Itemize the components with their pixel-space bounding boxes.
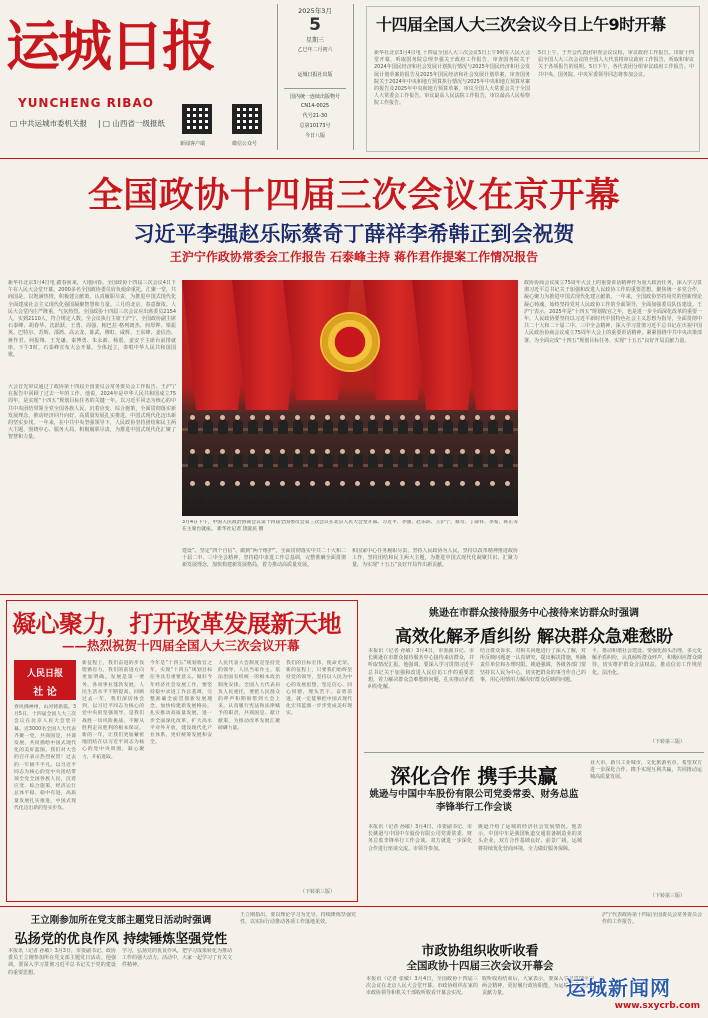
main-col-1: 新华社北京3月4日电 踏春而来，大地回春。全国政协十四届三次会议4日下午在人民大会堂开幕。2000多名全国政协委员肩负使命重托，汇聚一堂，共商国是，以饱满热情，积极建言献策，认真履职尽责，为推进中国式现代化全面建成社会主义现代化强国凝聚智慧和力量。三月的北京，春意渐浓。人民大会堂内庄严隆重，气氛热烈。全国政协十四届三次会议应出席委员2154人，实到2110人，符合规定人数。全会议执行主席王沪宁、全国政协副主席石泰峰、胡春华、沈跃跃、王勇、周强、帕巴拉·格列朗杰、何厚铧、梁振英、巴特尔、苏辉、邵鸿、高云龙、陈武、穆虹、咸辉、王东峰、姜信治、蒋作君、何报翔、王光谦、秦博勇、朱永新、杨震、姜安于主席台前排就座。下午3时，石泰峰宣布大会开幕。全体起立，奏唱中华人民共和国国歌。 xyxy=(8,280,176,359)
story-1-col-3: 平，推动和谐社会建设。要强化源头治理，多元化解矛盾纠纷，认真倾听群众呼声，积极回应群众期待，切实维护群众合法权益，推动信访工作规范化、法治化。 xyxy=(592,648,702,676)
delegate-figure xyxy=(308,486,318,500)
delegate-figure xyxy=(248,454,258,468)
delegate-figure xyxy=(413,486,423,500)
masthead-tag-1: □ 中共运城市委机关报 xyxy=(10,119,87,128)
delegate-figure xyxy=(413,454,423,468)
main-bottom-2: 和国家中心任务履职尽责，坚持人民政协为人民，坚持以改革精神推进政协工作，坚持团结和民主两大主题，为推进中国式现代化凝聚共识、汇聚力量，为实现“十五五”良好开局作出新贡献。 xyxy=(352,548,518,569)
top-story-body-right: 5日上午，于开会代表团审查会议议程，审议政府工作报告。出席十四届全国人大三次会议的全国人大代表将审议政府工作报告，听取和审议关于各项报告的说明。5日下午，各代表团分组审议政府工作报告。中共中央、国务院、中央军委领导同志将参加会议。 xyxy=(538,50,694,78)
story-4-subheadline: 全国政协十四届三次会议开幕会 xyxy=(406,960,554,972)
editorial-col-4: 人民代表大会制度是坚持党的领导、人民当家作主、依法治国有机统一的根本政治制度安排。全国人大代表肩负人民重托，要把人民群众的呼声和期盼带到大会上来，认真履行宪法和法律赋予的职责，共商国是、献计献策，为推动改革发展汇聚磅礴力量。 xyxy=(218,661,280,731)
masthead-tag-2: | □ 山西省一级报纸 xyxy=(98,119,165,128)
issue-code: 代号21-30 xyxy=(302,113,328,119)
delegate-figure xyxy=(248,486,258,500)
delegate-figure xyxy=(473,454,483,468)
story-3-col-1: 本报讯（记者 孙敏）3月3日，市委副书记、政协委员王立刚参加所在党支部主题党日活动。他强调，要深入学习贯彻习近平总书记关于党的建设的重要思想。 xyxy=(8,948,116,976)
delegate-figure xyxy=(263,486,273,500)
story-2-continued[interactable]: （下转第三版） xyxy=(650,893,686,899)
qr-code-app[interactable] xyxy=(182,104,212,134)
delegate-figure xyxy=(293,486,303,500)
delegate-figure xyxy=(323,454,333,468)
delegate-figure xyxy=(218,454,228,468)
delegate-figure xyxy=(233,486,243,500)
delegate-figure xyxy=(458,420,468,434)
cn-label: 国内统一连续出版物号 xyxy=(289,94,340,100)
delegate-figure xyxy=(398,486,408,500)
delegate-figure xyxy=(428,420,438,434)
delegate-figure xyxy=(428,486,438,500)
delegate-figure xyxy=(443,420,453,434)
story-2-col-1: 本报讯（记者 孙敏）3月4日，市委副书记、市长姚逊与中国中车股份有限公司党委常委、财务总监李锋举行工作会谈。双方就进一步深化合作进行座谈交流。市领导参加。 xyxy=(368,824,472,852)
delegate-figure xyxy=(488,486,498,500)
delegate-figure xyxy=(203,486,213,500)
main-col-3: 政协协商会议成立75周年大会上的重要讲话精神作为重大政治任务，深入学习贯彻习近平总书记关于加强和改进人民政协工作的重要思想，聚焦统一多党合作，凝心聚力为推进中国式现代化建言献策。一年来，全国政协坚持用党的创新理论凝心铸魂，始终坚持党对人民政协工作的全面领导，全面加强委员队伍建设。王沪宁表示，2025年是“十四五”规划收官之年，也是进一步全面深化改革的重要一年。人民政协要坚持以习近平新时代中国特色社会主义思想为指导，全面贯彻中共二十大和二十届二中、三中全会精神，深入学习贯彻习近平总书记在庆祝中国人民政治协商会议成立75周年大会上的重要讲话精神，紧紧围绕中共中央决策部署，为全面完成“十四五”规划目标任务、实现“十五五”良好开局贡献力量。 xyxy=(524,280,702,344)
photo-caption: 3月4日下午，中国人民政治协商会议第十四届全国委员会第三次会议在北京人民大会堂开幕。习近平、李强、赵乐际、王沪宁、蔡奇、丁薛祥、李希、韩正等在主席台就座。 新华社记者 饶爱民 摄 xyxy=(182,520,518,532)
delegate-figure xyxy=(413,420,423,434)
editorial-badge-bottom: 社 论 xyxy=(33,687,57,698)
main-bottom-1: 建设”、坚定“四个自信”、做到“两个维护”，全面贯彻落实中共二十大和二十届二中、三中全会精神，坚持稳中求进工作总基调，完整准确全面贯彻新发展理念，加快构建新发展格局，着力推动高质量发展。 xyxy=(182,548,346,569)
date-block xyxy=(280,6,350,139)
cppcc-emblem xyxy=(320,312,380,372)
story-3-col-2: 学习，弘扬党的优良作风，把学习成果转化为推动工作的强大动力。活动中，大家一起学习了有关文件精神。 xyxy=(122,948,232,969)
publisher: 运城日报社出版 xyxy=(297,72,333,78)
story-1-col-1: 本报讯（记者 孙敏）3月4日，市委副书记、市长姚逊在市群众接待服务中心接待来访群众，并听取情况汇报。他强调，要深入学习贯彻习近平总书记关于加强和改进人民信访工作的重要思想，着力解决群众急难愁盼问题，扎实推动矛盾纠纷化解。 xyxy=(368,648,474,691)
editorial-col-5: 我们的目标宏伟，使命光荣。新的征程上，只要我们始终坚持党的领导，坚持以人民为中心的发展思想，坚定信心、同心同德，埋头苦干、奋勇前进，就一定能够把中国式现代化宏伟蓝图一步步变成美好现实。 xyxy=(286,661,352,717)
delegate-figure xyxy=(263,420,273,434)
delegate-figure xyxy=(203,420,213,434)
delegate-figure xyxy=(278,454,288,468)
delegate-figure xyxy=(353,454,363,468)
page-count: 今日八版 xyxy=(304,133,325,139)
delegate-figure xyxy=(353,486,363,500)
main-photo[interactable] xyxy=(182,280,518,516)
delegate-figure xyxy=(458,454,468,468)
delegate-figure xyxy=(278,486,288,500)
main-subline: 王沪宁作政协常委会工作报告 石泰峰主持 蒋作君作提案工作情况报告 xyxy=(169,250,539,264)
qr-code-wechat[interactable] xyxy=(232,104,262,134)
story-2-col-2: 姚逊介绍了运城的经济社会发展情况。他表示，中国中车是我国轨道交通装备制造业的龙头企业，双方合作基础良好、前景广阔。运城将持续优化营商环境，全力做好服务保障。 xyxy=(478,824,582,852)
delegate-figure xyxy=(338,420,348,434)
story-1-continued[interactable]: （下转第三版） xyxy=(650,739,686,745)
delegate-figure xyxy=(248,420,258,434)
delegate-figure xyxy=(308,454,318,468)
delegate-figure xyxy=(383,420,393,434)
delegate-figure xyxy=(443,454,453,468)
top-story-headline[interactable]: 十四届全国人大三次会议今日上午9时开幕 xyxy=(376,15,666,34)
delegate-figure xyxy=(368,420,378,434)
delegate-figure xyxy=(458,486,468,500)
delegate-figure xyxy=(353,420,363,434)
story-4-headline[interactable]: 市政协组织收听收看 xyxy=(421,944,539,959)
delegate-figure xyxy=(323,486,333,500)
delegate-figure xyxy=(308,420,318,434)
main-subheadline: 习近平李强赵乐际蔡奇丁薛祥李希韩正到会祝贺 xyxy=(133,222,575,246)
editorial-badge-top: 人民日报 xyxy=(26,669,63,679)
story-2-subheadline: 姚逊与中国中车股份有限公司党委常委、财务总监李锋举行工作会谈 xyxy=(369,789,579,813)
photo-credit: 新华社记者 饶爱民 摄 xyxy=(217,526,264,532)
main-col-2: 大会首先审议通过了政协第十四届全国委员会常务委员会工作报告。王沪宁在报告中回顾了过去一年的工作。他说，2024年是中华人民共和国成立75周年，是实现“十四五”规划目标任务的关键一年。以习近平同志为核心的中共中央团结带领全党全国各族人民，沉着应变、综合施策，全面贯彻落实新发展理念，推动经济回升向好，高质量发展扎实推进，中国式现代化迈出新的坚实步伐。一年来，在中共中央坚强领导下，人民政协坚持团结和民主两大主题，围绕中心、服务大局，积极履职尽责，为推进中国式现代化汇聚了智慧和力量。 xyxy=(8,384,176,441)
editorial-col-3: 今年是“十四五”规划收官之年，实现“十四五”规划目标任务具有重要意义。做好今年经济社会发展工作，要坚持稳中求进工作总基调，完整准确全面贯彻新发展理念，加快构建新发展格局，扎实推动高质量发展，进一步全面深化改革，扩大高水平对外开放，建设现代化产业体系，更好统筹发展和安全。 xyxy=(150,661,212,746)
delegate-figure xyxy=(398,454,408,468)
delegate-figure xyxy=(188,420,198,434)
story-4-col-3: 沪宁代表政协第十四届全国委员会常务委员会作的工作报告。 xyxy=(602,912,702,926)
delegate-figure xyxy=(263,454,273,468)
delegate-figure xyxy=(383,454,393,468)
date-lunar: 乙巳年二月初六 xyxy=(297,47,333,53)
main-headline[interactable]: 全国政协十四届三次会议在京开幕 xyxy=(87,176,621,216)
story-1-headline[interactable]: 高效化解矛盾纠纷 解决群众急难愁盼 xyxy=(395,627,673,647)
delegate-figure xyxy=(443,486,453,500)
story-4-col-1: 本报讯（记者 张敏）3月4日，全国政协十四届三次会议在北京人民大会堂开幕。市政协组织在家的市政协领导和机关干部收听收看开幕会实况。 xyxy=(366,976,478,997)
delegate-figure xyxy=(503,420,513,434)
delegate-figure xyxy=(368,454,378,468)
story-3-col-3: 王立刚指出，要以理论学习为先导，持续锤炼坚强党性，以实际行动推动各项工作落地见效。 xyxy=(240,912,356,926)
story-3-headline[interactable]: 弘扬党的优良作风 持续锤炼坚强党性 xyxy=(14,932,228,947)
qr-label-wechat: 微信公众号 xyxy=(232,141,258,147)
delegate-figure xyxy=(338,486,348,500)
cn-number: CN14-0025 xyxy=(300,103,330,109)
issue-number: 总第10173号 xyxy=(299,123,331,129)
watermark-brand: 运城新闻网 xyxy=(566,976,671,1000)
story-3-kicker: 王立刚参加所在党支部主题党日活动时强调 xyxy=(30,915,212,926)
watermark-url: www.sxycrb.com xyxy=(614,1001,700,1011)
delegate-figure xyxy=(218,486,228,500)
delegate-figure xyxy=(233,454,243,468)
delegate-figure xyxy=(293,454,303,468)
date-weekday: 星期三 xyxy=(305,37,324,44)
editorial-col-2: 新征程上，我们奋进的步伐铿锵有力，我们的前进方向更加明确。发展是第一要务，各项事业蓬勃发展，人民生活水平不断提高。回顾过去一年，我们深切体会到，以习近平同志为核心的党中央的坚强领导，是我们战胜一切风险挑战、不断从胜利走向胜利的根本保证。新的一年，让我们更加紧密地团结在以习近平同志为核心的党中央周围，凝心聚力，开拓进取。 xyxy=(82,661,144,760)
editorial-continued[interactable]: （下转第三版） xyxy=(300,889,336,895)
delegate-figure xyxy=(218,420,228,434)
editorial-col-1: 春风拂神州，山河铸新篇。3月5日，十四届全国人大三次会议在北京人民大会堂开幕。近3000名全国人大代表齐聚一堂，共商国是，共谋发展，共同描绘中国式现代化的美好蓝图。我们对大会的召开表示热烈祝贺！过去的一年极不平凡。以习近平同志为核心的党中央团结带领全党全国各族人民，沉着应变、综合施策，经济运行总体平稳、稳中有进，高质量发展扎实推进，中国式现代化迈出新的坚实步伐。 xyxy=(14,705,76,811)
delegate-figure xyxy=(503,486,513,500)
watermark-logo xyxy=(566,972,706,1012)
editorial-badge xyxy=(14,660,76,700)
delegate-figure xyxy=(188,454,198,468)
top-story-body-left: 新华社北京3月4日电 十四届全国人大三次会议5日上午9时在人民大会堂开幕，听取国务院总理李强关于政府工作报告，审查国务院关于2024年国民经济和社会发展计划执行情况与2025年国民经济和社会发展计划草案的报告及2025年国民经济和社会发展计划草案，审查国务院关于2024年中央和地方预算执行情况与2025年中央和地方预算草案的报告及2025年中央和地方预算草案，审议全国人大常委会关于全国人大常委会工作报告，审议最高人民法院工作报告，审议最高人民检察院工作报告。 xyxy=(374,50,530,107)
qr-label-app: 新闻客户端 xyxy=(180,141,206,147)
delegate-figure xyxy=(488,454,498,468)
delegate-figure xyxy=(203,454,213,468)
delegate-figure xyxy=(188,486,198,500)
story-2-headline[interactable]: 深化合作 携手共赢 xyxy=(390,764,558,788)
masthead-pinyin: YUNCHENG RIBAO xyxy=(18,96,154,110)
delegate-figure xyxy=(473,486,483,500)
story-1-kicker: 姚逊在市群众接待服务中心接待来访群众时强调 xyxy=(429,608,639,619)
date-year-month: 2025年3月 xyxy=(298,7,332,15)
delegate-figure xyxy=(323,420,333,434)
delegate-figure xyxy=(503,454,513,468)
delegate-figure xyxy=(383,486,393,500)
delegate-figure xyxy=(338,454,348,468)
delegate-figure xyxy=(473,420,483,434)
editorial-headline[interactable]: 凝心聚力，打开改革发展新天地 xyxy=(12,610,341,638)
story-2-col-3: 业大市，新兴工业城市，文化旅游名市。希望双方进一步深化合作，携手实现互利共赢，共同推动运城高质量发展。 xyxy=(590,760,702,781)
delegate-figure xyxy=(368,486,378,500)
editorial-subheadline: ——热烈祝贺十四届全国人大三次会议开幕 xyxy=(62,638,300,653)
story-1-col-2: 结合群众诉求，对相关问题进行了深入了解，对所反映问题逐一认真研究，提出解决措施，明确责任单位和办理时限。姚逊强调，各级各部门要坚持以人民为中心，切实把群众的事当作自己的事，用心用情用力解决好群众反映的问题。 xyxy=(480,648,586,683)
date-day: 5 xyxy=(309,15,321,35)
delegate-figure xyxy=(233,420,243,434)
delegate-figure xyxy=(428,454,438,468)
delegate-figure xyxy=(488,420,498,434)
story-4-col-2: 收听收看结束后，大家表示，要深入学习贯彻全国两会精神，更好履行政协职能，为运城高质量发展贡献力量。 xyxy=(482,976,594,997)
delegate-figure xyxy=(293,420,303,434)
delegate-figure xyxy=(278,420,288,434)
delegate-figure xyxy=(398,420,408,434)
masthead-title: 运城日报 xyxy=(6,14,214,78)
